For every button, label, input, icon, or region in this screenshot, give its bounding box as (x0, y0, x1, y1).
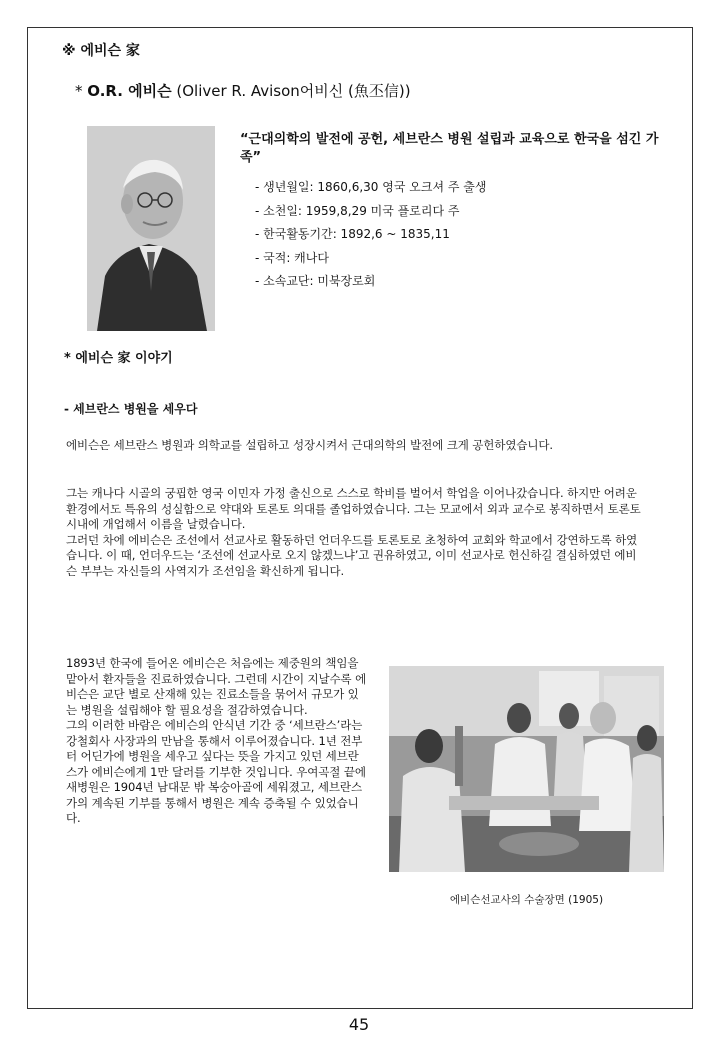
person-title (75, 80, 411, 101)
surgery-photo (389, 666, 664, 872)
fact-item-birth: - 생년월일: 1860,6,30 영국 오크셔 주 출생 (255, 180, 487, 194)
subsection-title: * 에비슨 家 이야기 (64, 351, 173, 366)
photo-caption: 에비슨선교사의 수술장면 (1905) (449, 894, 604, 906)
person-bullet: * (75, 82, 88, 100)
fact-list (255, 176, 486, 294)
fact-item-period: - 한국활동기간: 1892,6 ~ 1835,11 (255, 227, 450, 241)
fact-item-nationality: - 국적: 캐나다 (255, 250, 329, 265)
story-title: - 세브란스 병원을 세우다 (64, 402, 198, 416)
quote-text: “근대의학의 발전에 공헌, 세브란스 병원 설립과 교육으로 한국을 섬긴 가족” (240, 132, 659, 165)
fact-item-denomination: - 소속교단: 미북장로회 (255, 274, 376, 288)
paragraph-hospital: 1893년 한국에 들어온 에비슨은 처음에는 제중원의 책임을 맡아서 환자들을 진료하였습니다. 그런데 시간이 지날수록 에비슨은 교단 별로 산재해 있는 진료소들을 묶어서 규모가 있는 병원을 설립해야 할 필요성을 절감하였습니다. 그의 이러한 바람은 에비슨의 안식년 기간 중 ‘세브란스’라는 강철회사 사장과의 만남을 통해서 이루어졌습니다. 1년 전부터 어딘가에 병원을 세우고 싶다는 뜻을 가지고 있던 세브란스가 에비슨에게 1만 달러를 기부한 것입니다. 우여곡절 끝에 새병원은 1904년 남대문 밖 복숭아골에 세워졌고, 세브란스가의 계속된 기부를 통해서 병원은 계속 증축될 수 있었습니다. (66, 656, 367, 825)
fact-item-death: - 소천일: 1959,8,29 미국 플로리다 주 (255, 203, 460, 218)
section-title: ※ 에비슨 家 (62, 43, 140, 59)
person-name: O.R. 에비슨 (87, 82, 172, 100)
page-number: 45 (348, 1015, 370, 1034)
person-name-detail: (Oliver R. Avison어비신 (魚丕信)) (171, 82, 411, 100)
paragraph-background: 그는 캐나다 시골의 궁핍한 영국 이민자 가정 출신으로 스스로 학비를 벌어서 학업을 이어나갔습니다. 하지만 어려운 환경에서도 특유의 성실함으로 약대와 토론토 의대를 졸업하였습니다. 그는 모교에서 외과 교수로 봉직하면서 토론토 시내에 개업해서 이름을 날렸습니다. 그러던 차에 에비슨은 조선에서 선교사로 활동하던 언더우드를 토론토로 초청하여 교회와 학교에서 강연하도록 하였습니다. 이 때, 언더우드는 ‘조선에 선교사로 오지 않겠느냐’고 권유하였고, 이미 선교사로 헌신하길 결심하였던 에비슨 부부는 자신들의 사역지가 조선임을 확신하게 됩니다. (66, 486, 641, 578)
portrait-photo (87, 126, 215, 331)
paragraph-intro: 에비슨은 세브란스 병원과 의학교를 설립하고 성장시켜서 근대의학의 발전에 크게 공헌하였습니다. (66, 438, 553, 452)
